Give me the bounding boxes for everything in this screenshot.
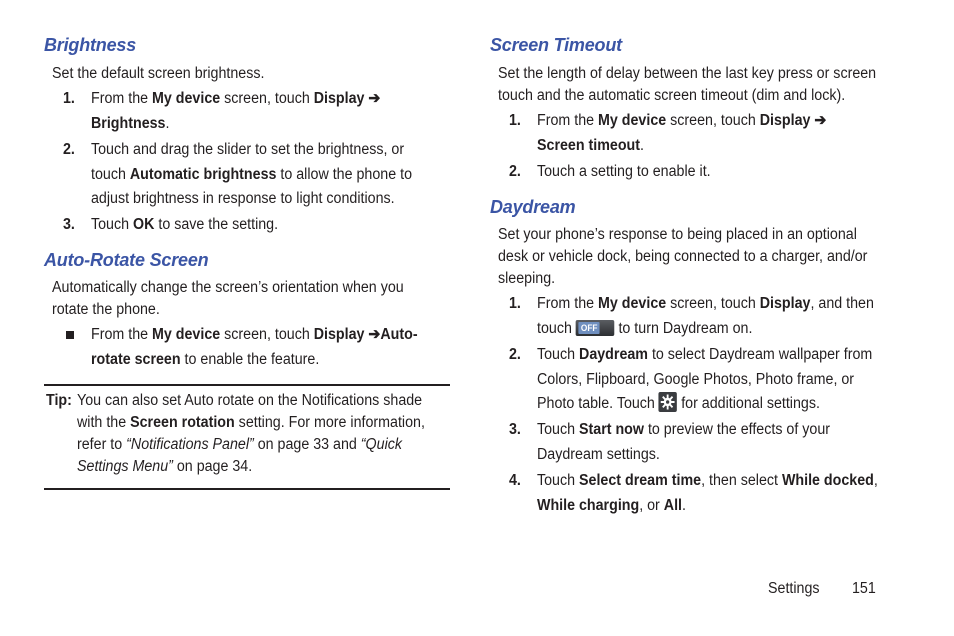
heading-screen-timeout: Screen Timeout	[490, 35, 622, 55]
text: to turn Daydream on.	[614, 319, 753, 337]
bold-text: Screen timeout	[537, 136, 641, 154]
text: , or	[639, 496, 664, 514]
bold-text: Select dream time	[579, 472, 702, 489]
off-toggle-icon	[576, 320, 615, 336]
brightness-step-2	[91, 138, 412, 212]
step-number: 1.	[63, 90, 75, 107]
bold-text: Brightness	[91, 114, 166, 132]
text: adjust brightness in response to light conditions.	[91, 190, 395, 207]
bold-text: OK	[133, 216, 155, 233]
step-number: 2.	[63, 141, 75, 158]
text: .	[165, 114, 170, 132]
heading-daydream: Daydream	[490, 197, 576, 217]
timeout-step-2: Touch a setting to enable it.	[537, 163, 711, 180]
step-number: 2.	[509, 346, 521, 363]
text: touch and the automatic screen timeout (dim and lock).	[498, 87, 846, 104]
step-number: 3.	[63, 216, 75, 233]
bold-text: My device	[598, 112, 667, 129]
bold-text: Daydream	[579, 346, 648, 363]
text: to allow the phone to	[276, 165, 413, 183]
bold-text: While charging	[537, 496, 640, 514]
text: Touch	[91, 216, 134, 233]
text: sleeping.	[498, 270, 556, 287]
bold-text: Display ➔	[313, 90, 381, 107]
bold-text: rotate screen	[91, 350, 181, 368]
text: Daydream settings.	[537, 445, 660, 463]
text: , then select	[701, 472, 782, 489]
text: Touch	[537, 346, 580, 363]
bold-text: Display ➔	[759, 112, 827, 129]
text: You can also set Auto rotate on the Notifications shade	[77, 392, 423, 409]
text: desk or vehicle dock, being connected to a charger, and/or	[498, 248, 868, 265]
bold-text: Display	[759, 295, 811, 312]
link-quick-settings[interactable]: “Quick	[360, 436, 403, 453]
text: .	[682, 496, 686, 514]
text: From the	[537, 112, 599, 129]
bold-text: While docked	[781, 472, 874, 489]
brightness-intro: Set the default screen brightness.	[52, 65, 265, 82]
timeout-step-1	[537, 109, 826, 158]
brightness-step-3	[91, 213, 278, 238]
bold-text: My device	[152, 326, 221, 343]
daydream-step-1	[537, 292, 874, 341]
text: to enable the feature.	[180, 350, 320, 368]
text: for additional settings.	[677, 395, 820, 412]
text: From the	[537, 295, 599, 312]
bold-text: Automatic brightness	[129, 165, 277, 183]
text: Photo table. Touch	[537, 395, 659, 412]
text: From the	[91, 90, 153, 107]
text: ,	[873, 472, 878, 489]
text: From the	[91, 326, 153, 343]
text: refer to	[77, 436, 127, 453]
text: Touch	[537, 421, 580, 438]
toggle-label: OFF	[579, 322, 600, 334]
text: , and then	[810, 295, 874, 312]
daydream-step-3	[537, 418, 830, 467]
daydream-intro	[498, 224, 867, 290]
daydream-step-2	[537, 343, 872, 417]
text: Colors, Flipboard, Google Photos, Photo frame, or	[537, 370, 855, 388]
text: Automatically change the screen’s orientation when you	[52, 279, 404, 296]
link-quick-settings-cont[interactable]: Settings Menu”	[77, 458, 173, 475]
heading-brightness: Brightness	[44, 35, 137, 55]
bold-text: My device	[152, 90, 221, 107]
bold-text: Display ➔Auto-	[313, 326, 418, 343]
link-notifications-panel[interactable]: “Notifications Panel”	[126, 436, 254, 453]
bold-text: Start now	[579, 421, 644, 438]
text: to select Daydream wallpaper from	[647, 346, 873, 363]
text: with the	[77, 414, 131, 431]
text: screen, touch	[666, 112, 760, 129]
text: screen, touch	[220, 90, 314, 107]
page-number: 151	[852, 580, 876, 597]
daydream-step-4	[537, 469, 878, 518]
text: to save the setting.	[154, 216, 279, 233]
bold-text: My device	[598, 295, 667, 312]
text: Touch	[537, 472, 580, 489]
heading-auto-rotate: Auto-Rotate Screen	[44, 250, 209, 270]
step-number: 3.	[509, 421, 521, 438]
gear-icon	[659, 392, 677, 412]
step-number: 1.	[509, 295, 521, 312]
tip-label: Tip:	[46, 392, 72, 409]
text: screen, touch	[220, 326, 314, 343]
autorotate-bullet	[91, 323, 418, 372]
text: on page 33 and	[253, 436, 361, 453]
text: screen, touch	[666, 295, 760, 312]
step-number: 2.	[509, 163, 521, 180]
step-number: 1.	[509, 112, 521, 129]
step-number: 4.	[509, 472, 521, 489]
bold-text: All	[663, 496, 683, 514]
bold-text: Screen rotation	[130, 414, 235, 431]
text: .	[640, 136, 644, 154]
text: Set the length of delay between the last key press or screen	[498, 65, 877, 82]
footer-section: Settings	[768, 580, 820, 597]
autorotate-intro	[52, 277, 404, 321]
text: on page 34.	[172, 458, 253, 475]
text: Touch and drag the slider to set the brightness, or	[91, 141, 405, 158]
brightness-step-1	[91, 87, 380, 136]
text: setting. For more information,	[234, 414, 425, 431]
text: touch	[91, 165, 130, 183]
text: Set your phone’s response to being placed in an optional	[498, 226, 857, 243]
timeout-intro	[498, 63, 876, 107]
text: to preview the effects of your	[643, 421, 831, 438]
bullet-marker	[66, 331, 74, 339]
tip-text	[77, 390, 425, 478]
text: rotate the phone.	[52, 301, 160, 318]
text: touch	[537, 319, 576, 337]
